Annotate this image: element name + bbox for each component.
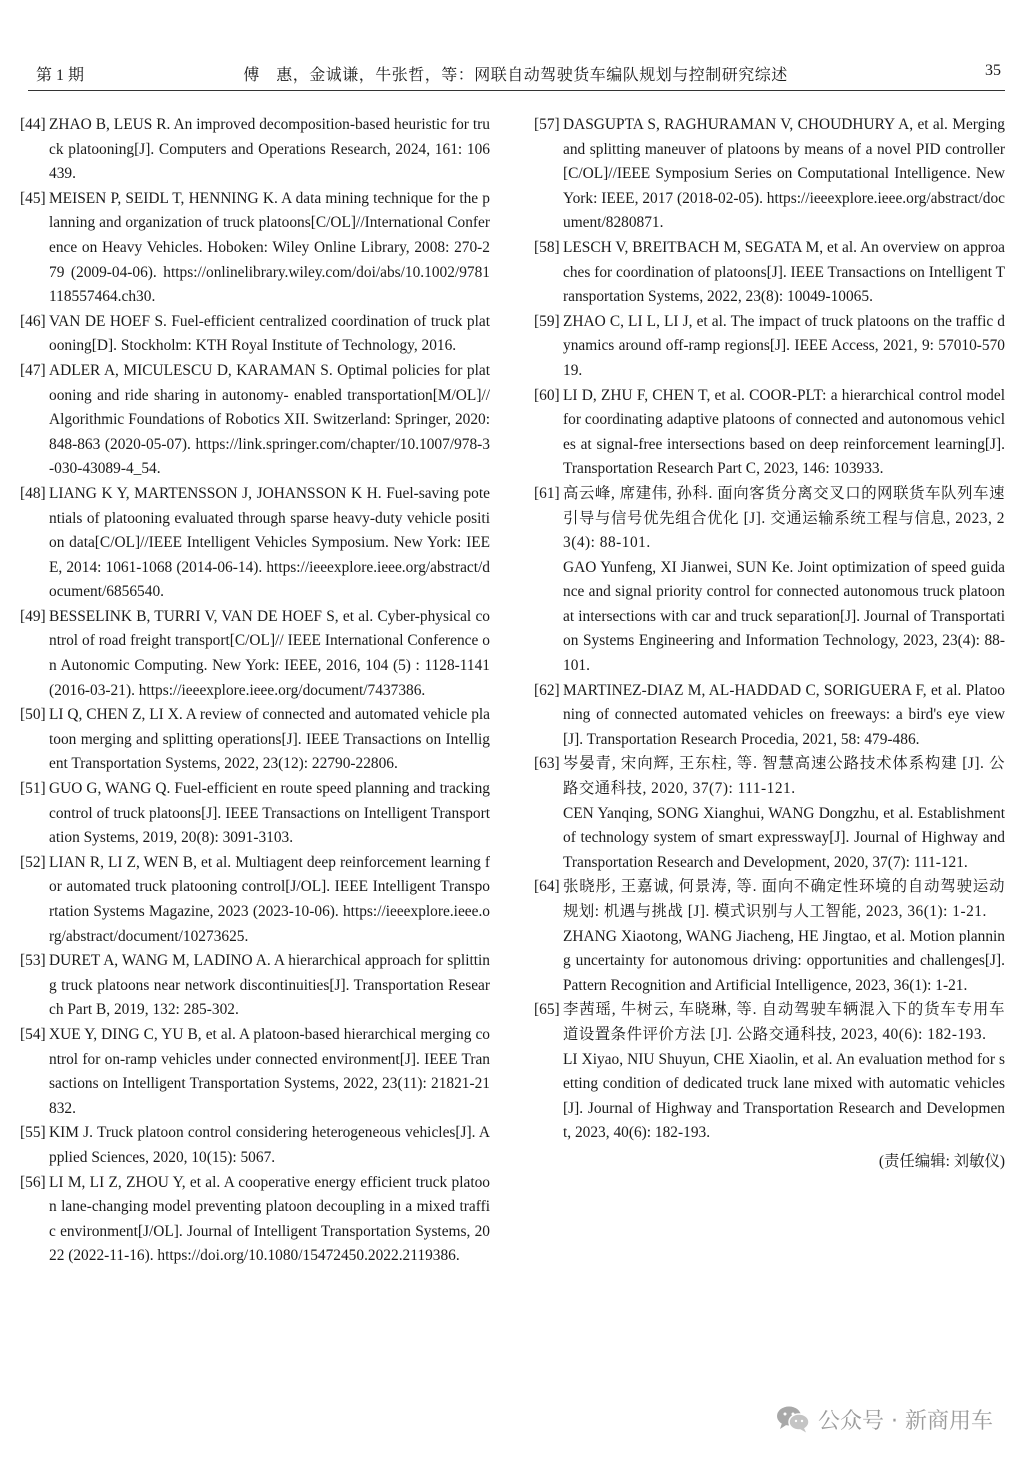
reference-item	[534, 384, 1005, 482]
reference-number: [59]	[534, 312, 560, 330]
page-number: 35	[985, 62, 1001, 79]
reference-number: [57]	[534, 116, 560, 133]
reference-item	[20, 113, 490, 187]
reference-item	[20, 1121, 490, 1170]
reference-translation: LI Xiyao, NIU Shuyun, CHE Xiaolin, et al. An evaluation method for setting condition of dedicated truck lane mixed with automatic vehicles[J]. Journal of Highway and Transportation Research and Development, 2023, 40(6): 182-193.	[563, 1050, 1005, 1142]
running-header	[28, 62, 1003, 88]
reference-item	[20, 605, 490, 703]
reference-text: DASGUPTA S, RAGHURAMAN V, CHOUDHURY A, et al. Merging and splitting maneuver of platoons by means of a novel PID controller[C/OL]//IEEE Symposium Series on Computational Intelligence. New York: IEEE, 2017 (2018-02-05). https://ieeexplore.ieee.org/abstract/document/8280871.	[563, 116, 1005, 232]
reference-item	[534, 113, 1005, 236]
reference-number: [55]	[20, 1124, 46, 1142]
reference-number: [62]	[534, 681, 560, 699]
reference-number: [51]	[20, 780, 46, 798]
reference-item	[534, 875, 1005, 998]
watermark-text: 公众号 · 新商用车	[818, 1408, 993, 1434]
reference-text: BESSELINK B, TURRI V, VAN DE HOEF S, et al. Cyber-physical control of road freight transport[C/OL]// IEEE International Conference on Autonomic Computing. New York: IEEE, 2016, 104 (5) : 1128-1141 (2016-03-21). https://ieeexplore.ieee.org/document/7437386.	[49, 607, 490, 699]
reference-text: XUE Y, DING C, YU B, et al. A platoon-based hierarchical merging control for on-ramp vehicles under connected environment[J]. IEEE Transactions on Intelligent Transportation Systems, 2022, 23(11): 21821-21832.	[49, 1025, 490, 1117]
reference-text: VAN DE HOEF S. Fuel-efficient centralized coordination of truck platooning[D]. Stockholm: KTH Royal Institute of Technology, 2016.	[49, 312, 490, 355]
reference-number: [47]	[20, 361, 46, 379]
wechat-icon	[776, 1405, 810, 1433]
reference-number: [63]	[534, 755, 560, 773]
reference-number: [58]	[534, 238, 560, 256]
reference-text: LI M, LI Z, ZHOU Y, et al. A cooperative energy efficient truck platoon lane-changing model preventing platoon decoupling in a mixed traffic environment[J/OL]. Journal of Intelligent Transportation Systems, 2022 (2022-11-16). https://doi.org/10.1080/15472450.2022.2119386.	[49, 1173, 490, 1265]
reference-translation: ZHANG Xiaotong, WANG Jiacheng, HE Jingtao, et al. Motion planning uncertainty for autonomous driving: opportunities and challenges[J]. Pattern Recognition and Artificial Intelligence, 2023, 36(1): 1-21.	[563, 927, 1005, 994]
reference-text: DURET A, WANG M, LADINO A. A hierarchical approach for splitting truck platoons near network discontinuities[J]. Transportation Research Part B, 2019, 132: 285-302.	[49, 952, 490, 1019]
running-title: 傅 惠，金诚谦，牛张哲，等：网联自动驾驶货车编队规划与控制研究综述	[243, 67, 788, 84]
reference-item	[534, 236, 1005, 310]
reference-item	[20, 1023, 490, 1121]
header-rule	[28, 90, 1005, 91]
reference-text: KIM J. Truck platoon control considering heterogeneous vehicles[J]. Applied Sciences, 2020, 10(15): 5067.	[49, 1124, 490, 1166]
reference-text: LI Q, CHEN Z, LI X. A review of connected and automated vehicle platoon merging and splitting operations[J]. IEEE Transactions on Intelligent Transportation Systems, 2022, 23(12): 22790-22806.	[49, 706, 490, 773]
reference-number: [64]	[534, 878, 560, 896]
reference-number: [49]	[20, 607, 46, 625]
reference-text: 李茜瑶, 牛树云, 车晓琳, 等. 自动驾驶车辆混入下的货车专用车道设置条件评价方法 [J]. 公路交通科技, 2023, 40(6): 182-193.	[563, 1001, 1005, 1043]
reference-translation: GAO Yunfeng, XI Jianwei, SUN Ke. Joint optimization of speed guidance and signal priority control for connected autonomous truck platoon at intersections with car and truck separation[J]. Journal of Transportation Systems Engineering and Information Technology, 2023, 23(4): 88-101.	[563, 558, 1005, 675]
reference-text: MARTINEZ-DIAZ M, AL-HADDAD C, SORIGUERA F, et al. Platooning of connected automated vehicles on freeways: a bird's eye view[J]. Transportation Research Procedia, 2021, 58: 479-486.	[563, 681, 1005, 748]
reference-item	[20, 310, 490, 359]
reference-item	[20, 703, 490, 777]
reference-number: [61]	[534, 484, 560, 502]
reference-number: [48]	[20, 484, 46, 502]
reference-number: [52]	[20, 853, 46, 871]
reference-text: LESCH V, BREITBACH M, SEGATA M, et al. An overview on approaches for coordination of platoons[J]. IEEE Transactions on Intelligent Transportation Systems, 2022, 23(8): 10049-10065.	[563, 238, 1005, 306]
reference-number: [65]	[534, 1001, 560, 1019]
reference-item	[20, 777, 490, 851]
reference-item	[534, 310, 1005, 384]
reference-item	[20, 359, 490, 482]
reference-translation: CEN Yanqing, SONG Xianghui, WANG Dongzhu, et al. Establishment of technology system of smart expressway[J]. Journal of Highway and Transportation Research and Development, 2020, 37(7): 111-121.	[563, 804, 1005, 871]
reference-item	[20, 949, 490, 1023]
reference-text: GUO G, WANG Q. Fuel-efficient en route speed planning and tracking control of truck platoons[J]. IEEE Transactions on Intelligent Transportation Systems, 2019, 20(8): 3091-3103.	[49, 780, 490, 847]
right-column	[534, 113, 1005, 1175]
reference-text: LIANG K Y, MARTENSSON J, JOHANSSON K H. Fuel-saving potentials of platooning evaluated through sparse heavy-duty vehicle position data[C/OL]//IEEE Intelligent Vehicles Symposium. New York: IEEE, 2014: 1061-1068 (2014-06-14). https://ieeexplore.ieee.org/abstract/document/6856540.	[49, 484, 490, 601]
reference-number: [60]	[534, 386, 560, 404]
reference-number: [45]	[20, 189, 46, 207]
reference-item	[534, 482, 1005, 679]
reference-text: ZHAO C, LI L, LI J, et al. The impact of truck platoons on the traffic dynamics around off-ramp regions[J]. IEEE Access, 2021, 9: 57010-57019.	[563, 312, 1005, 379]
reference-text: ADLER A, MICULESCU D, KARAMAN S. Optimal policies for platooning and ride sharing in autonomy- enabled transportation[M/OL]//Algorithmic Foundations of Robotics XII. Switzerland: Springer, 2020: 848-863 (2020-05-07). https://link.springer.com/chapter/10.1007/978-3-030-43089-4_54.	[49, 361, 490, 478]
reference-item	[534, 752, 1005, 875]
editor-note: (责任编辑: 刘敏仪)	[878, 1152, 1005, 1170]
reference-text: ZHAO B, LEUS R. An improved decomposition-based heuristic for truck platooning[J]. Computers and Operations Research, 2024, 161: 106439.	[49, 116, 490, 183]
issue-label: 第 1 期	[36, 67, 85, 84]
reference-item	[534, 679, 1005, 753]
reference-number: [50]	[20, 706, 46, 724]
reference-number: [56]	[20, 1173, 46, 1191]
watermark	[776, 1402, 993, 1436]
reference-number: [44]	[20, 116, 46, 133]
reference-item	[534, 998, 1005, 1146]
reference-item	[20, 482, 490, 605]
reference-number: [46]	[20, 312, 46, 330]
reference-number: [54]	[20, 1025, 46, 1043]
reference-text: MEISEN P, SEIDL T, HENNING K. A data mining technique for the planning and organization of truck platoons[C/OL]//International Conference on Heavy Vehicles. Hoboken: Wiley Online Library, 2008: 270-279 (2009-04-06). https://onlinelibrary.wiley.com/doi/abs/10.1002/9781118557464.ch30.	[49, 189, 490, 306]
reference-text: LI D, ZHU F, CHEN T, et al. COOR-PLT: a hierarchical control model for coordinating adaptive platoons of connected and autonomous vehicles at signal-free intersections based on deep reinforcement learning[J]. Transportation Research Part C, 2023, 146: 103933.	[563, 386, 1005, 478]
reference-number: [53]	[20, 952, 46, 970]
left-column	[20, 113, 490, 1269]
reference-text: 张晓彤, 王嘉诚, 何景涛, 等. 面向不确定性环境的自动驾驶运动规划: 机遇与挑战 [J]. 模式识别与人工智能, 2023, 36(1): 1-21.	[563, 878, 1005, 920]
reference-text: LIAN R, LI Z, WEN B, et al. Multiagent deep reinforcement learning for automated truck platooning control[J/OL]. IEEE Intelligent Transportation Systems Magazine, 2023 (2023-10-06). https://ieeexplore.ieee.org/abstract/document/10273625.	[49, 853, 490, 945]
reference-item	[20, 851, 490, 949]
reference-item	[20, 1171, 490, 1269]
reference-text: 高云峰, 席建伟, 孙科. 面向客货分离交叉口的网联货车队列车速引导与信号优先组合优化 [J]. 交通运输系统工程与信息, 2023, 23(4): 88-101.	[563, 484, 1005, 552]
reference-text: 岑晏青, 宋向辉, 王东柱, 等. 智慧高速公路技术体系构建 [J]. 公路交通科技, 2020, 37(7): 111-121.	[563, 755, 1005, 798]
reference-item	[20, 187, 490, 310]
